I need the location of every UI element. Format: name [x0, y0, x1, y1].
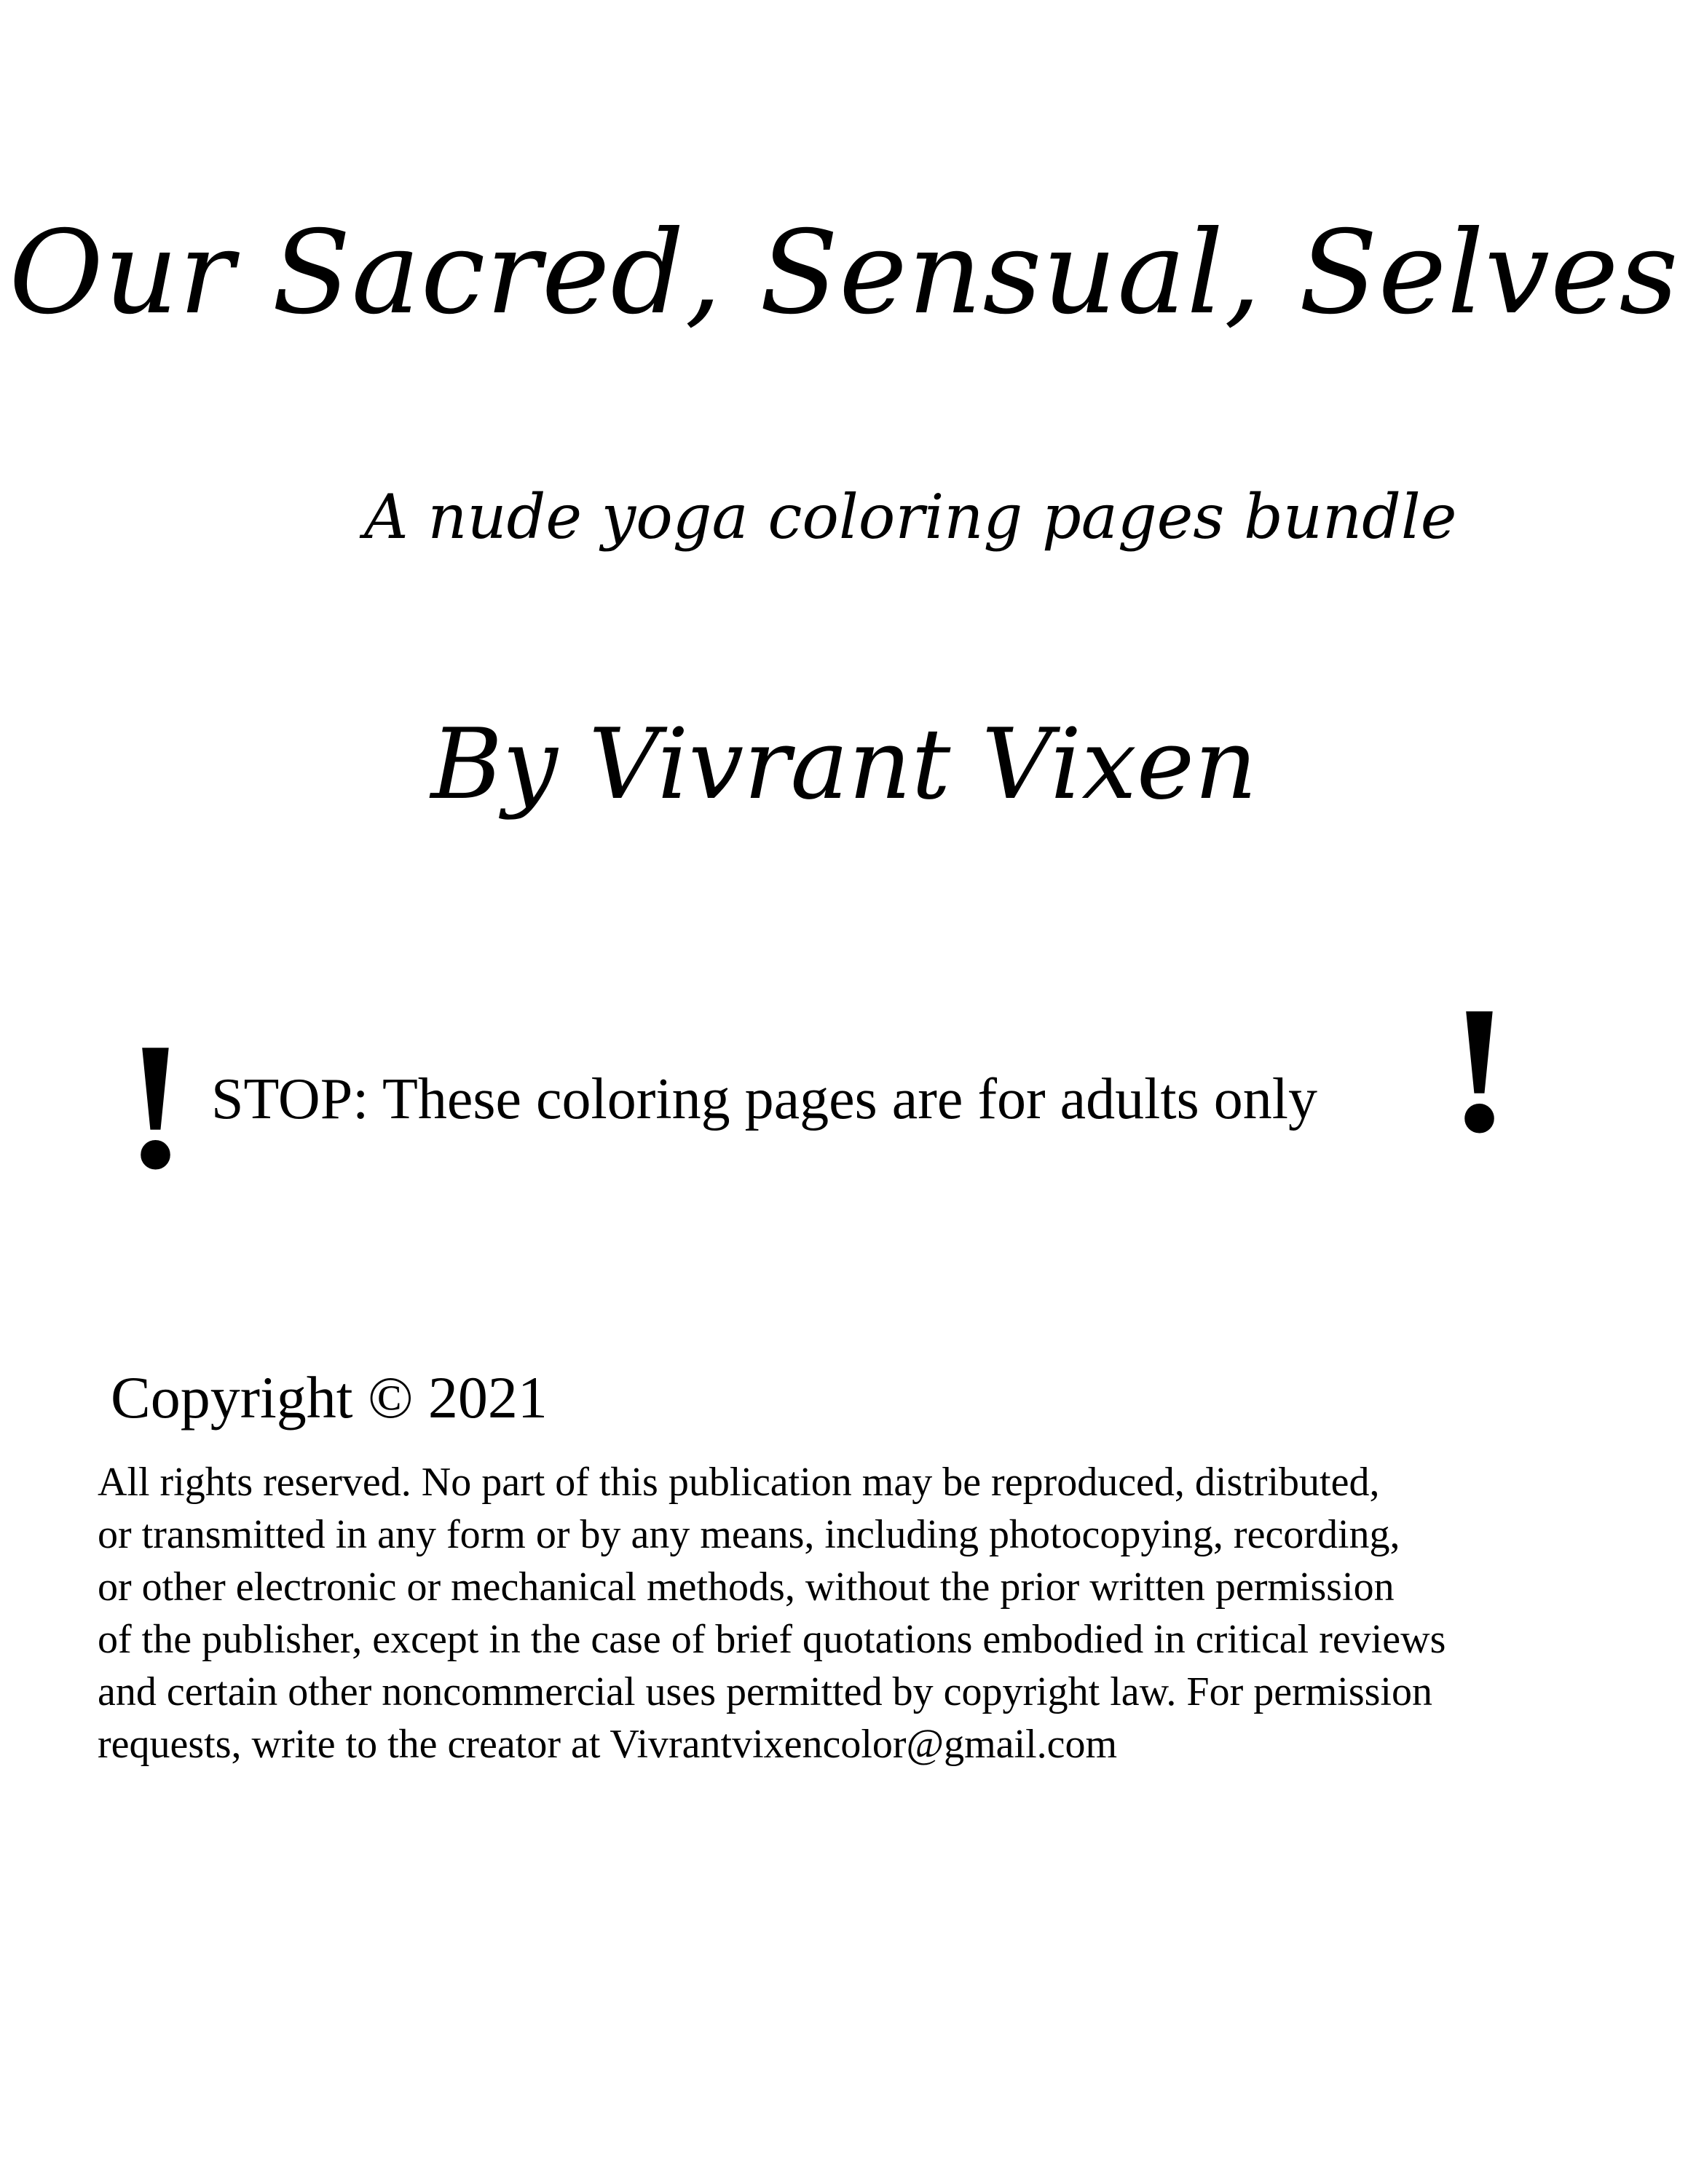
copyright-line: All rights reserved. No part of this publication may be reproduced, distributed, [98, 1460, 1380, 1505]
copyright-heading: Copyright © 2021 [111, 1364, 548, 1431]
copyright-line: or other electronic or mechanical methods, without the prior written permission [98, 1564, 1395, 1610]
copyright-line: of the publisher, except in the case of brief quotations embodied in critical reviews [98, 1617, 1446, 1662]
exclamation-right-icon: ! [1449, 969, 1510, 1171]
author-byline: By Vivrant Vixen [430, 708, 1258, 821]
book-title: Our Sacred, Sensual, Selves [9, 206, 1679, 340]
copyright-line: and certain other noncommercial uses permitted by copyright law. For permission [98, 1669, 1432, 1714]
copyright-notice [98, 1456, 1671, 1770]
copyright-line: requests, write to the creator at Vivrantvixencolor@gmail.com [98, 1722, 1118, 1767]
copyright-line: or transmitted in any form or by any means, including photocopying, recording, [98, 1512, 1400, 1557]
exclamation-left-icon: ! [125, 1005, 186, 1207]
book-subtitle: A nude yoga coloring pages bundle [364, 481, 1457, 553]
adult-warning-text: STOP: These coloring pages are for adults only [211, 1067, 1317, 1131]
